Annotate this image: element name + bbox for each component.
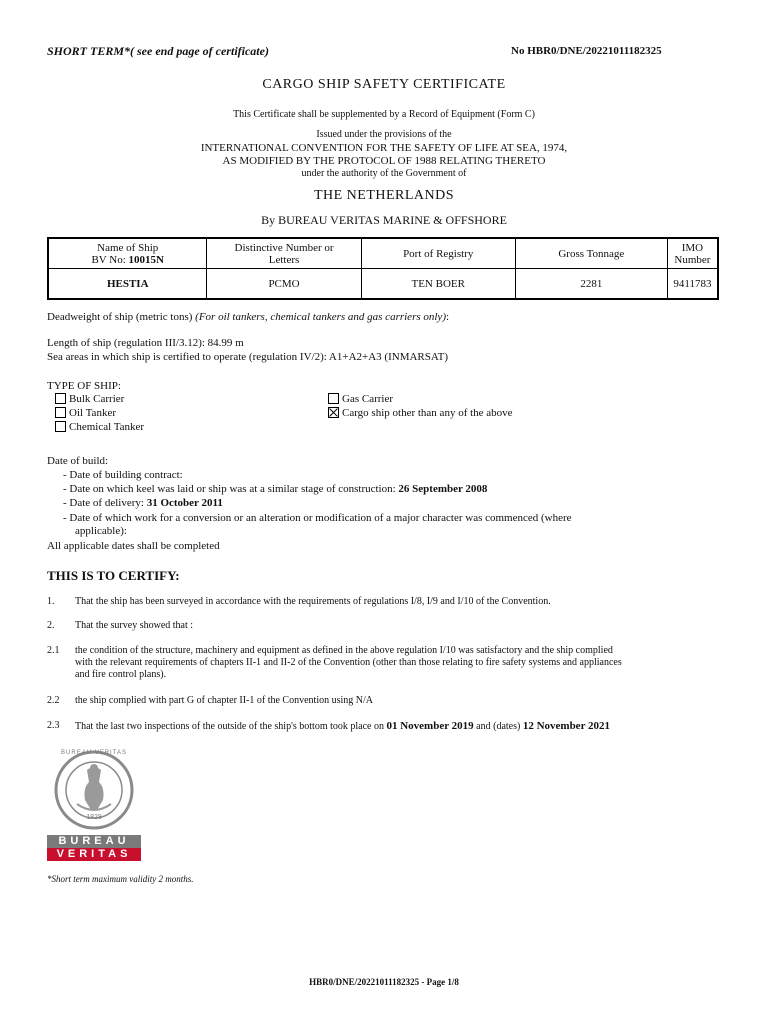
date-contract: - Date of building contract:	[63, 469, 183, 481]
type-label: Chemical Tanker	[69, 421, 145, 433]
item-number: 2.	[47, 620, 55, 631]
header-label: BV No:	[91, 253, 129, 266]
header-gross-tonnage: Gross Tonnage	[515, 238, 667, 269]
supplement-note: This Certificate shall be supplemented by a Record of Equipment (Form C)	[233, 109, 535, 120]
item-1-text: That the ship has been surveyed in accordance with the requirements of regulations I/8, I/9 and I/10 of the Convention.	[75, 596, 551, 607]
cell-ship-name: HESTIA	[48, 269, 207, 300]
header-label: Distinctive Number or	[234, 241, 334, 254]
deadweight-colon: :	[445, 311, 450, 323]
type-label: Cargo ship other than any of the above	[342, 407, 513, 419]
checkbox-gas-carrier[interactable]	[328, 393, 393, 406]
table-header-row	[48, 238, 718, 269]
issued-line-3: AS MODIFIED BY THE PROTOCOL OF 1988 RELATING THERETO	[222, 155, 546, 167]
bureau-veritas-logo	[47, 748, 141, 862]
date-conversion-1: - Date of which work for a conversion or an alteration or modification of a major character was commenced (where	[63, 512, 572, 524]
issued-line-4: under the authority of the Government of	[301, 168, 467, 179]
certify-heading: THIS IS TO CERTIFY:	[47, 568, 180, 583]
page-title: CARGO SHIP SAFETY CERTIFICATE	[262, 77, 506, 92]
date-delivery-value: 31 October 2011	[146, 497, 223, 509]
cell-gross-tonnage: 2281	[515, 269, 667, 300]
deadweight-label: Deadweight of ship (metric tons)	[47, 311, 196, 323]
checkbox-chemical-tanker[interactable]	[55, 421, 144, 434]
sea-areas-line: Sea areas in which ship is certified to operate (regulation IV/2): A1+A2+A3 (INMARSAT)	[47, 351, 448, 363]
issued-line-2: INTERNATIONAL CONVENTION FOR THE SAFETY OF LIFE AT SEA, 1974,	[200, 142, 568, 154]
bv-number: 10015N	[128, 253, 164, 266]
date-conversion-2: applicable):	[75, 525, 127, 537]
footnote: *Short term maximum validity 2 months.	[47, 874, 194, 884]
item-number: 2.1	[47, 645, 60, 656]
checkbox-bulk-carrier[interactable]	[55, 393, 124, 406]
type-label: Bulk Carrier	[69, 393, 125, 405]
checked-checkbox-icon[interactable]	[328, 407, 339, 418]
certificate-number: No HBR0/DNE/20221011182325	[511, 45, 662, 57]
header-distinctive	[207, 238, 361, 269]
item-2-3-mid: and (dates)	[473, 721, 523, 732]
type-label: Gas Carrier	[342, 393, 394, 405]
issued-line-1: Issued under the provisions of the	[316, 129, 452, 140]
date-keel-value: 26 September 2008	[398, 483, 488, 495]
logo-word-veritas: VERITAS	[47, 848, 141, 861]
item-2-text: That the survey showed that :	[75, 620, 194, 631]
header-label: Name of Ship	[97, 241, 159, 254]
item-2-1-line-2: with the relevant requirements of chapters II-1 and II-2 of the Convention (other than those relating to fire safety systems and appliances	[75, 657, 622, 668]
item-2-3-label: That the last two inspections of the outside of the ship's bottom took place on	[75, 721, 387, 732]
issuer-line: By BUREAU VERITAS MARINE & OFFSHORE	[261, 213, 507, 227]
checkbox-icon[interactable]	[55, 421, 66, 432]
table-row	[48, 269, 718, 300]
item-2-3-text	[75, 720, 610, 733]
country-name: THE NETHERLANDS	[313, 188, 455, 203]
date-keel	[63, 483, 487, 496]
inspection-date-2: 12 November 2021	[522, 720, 611, 732]
logo-year: 1828	[86, 814, 102, 821]
date-build-heading: Date of build:	[47, 455, 109, 467]
header-port: Port of Registry	[361, 238, 515, 269]
item-number: 2.2	[47, 695, 60, 706]
item-2-1-line-1: the condition of the structure, machinery and equipment as defined in the above regulation I/10 was satisfactory and the ship complied	[75, 645, 613, 656]
deadweight-note: (For oil tankers, chemical tankers and gas carriers only)	[195, 311, 446, 323]
checkbox-icon[interactable]	[328, 393, 339, 404]
header-imo	[667, 238, 718, 269]
header-name-of-ship	[48, 238, 207, 269]
item-number: 2.3	[47, 720, 60, 731]
page-footer: HBR0/DNE/20221011182325 - Page 1/8	[309, 977, 459, 987]
header-label: IMO	[681, 241, 704, 254]
cell-imo: 9411783	[667, 269, 718, 300]
short-term-note: SHORT TERM*( see end page of certificate)	[47, 44, 269, 58]
dates-completed-note: All applicable dates shall be completed	[47, 540, 220, 552]
checkbox-icon[interactable]	[55, 407, 66, 418]
date-keel-label: - Date on which keel was laid or ship was at a similar stage of construction:	[63, 483, 399, 495]
cell-port: TEN BOER	[361, 269, 515, 300]
type-heading: TYPE OF SHIP:	[47, 380, 121, 392]
checkbox-oil-tanker[interactable]	[55, 407, 116, 420]
item-number: 1.	[47, 596, 55, 607]
date-delivery-label: - Date of delivery:	[63, 497, 147, 509]
header-label: Number	[674, 253, 711, 266]
date-delivery	[63, 497, 223, 510]
type-label: Oil Tanker	[69, 407, 116, 419]
ship-particulars-table	[47, 237, 719, 300]
cell-distinctive: PCMO	[207, 269, 361, 300]
logo-word-bureau: BUREAU	[47, 835, 141, 848]
inspection-date-1: 01 November 2019	[386, 720, 474, 732]
checkbox-icon[interactable]	[55, 393, 66, 404]
deadweight-line	[47, 311, 449, 324]
item-2-2-text: the ship complied with part G of chapter II-1 of the Convention using N/A	[75, 695, 373, 706]
logo-ring-text: BUREAU VERITAS	[61, 750, 127, 756]
header-label: Letters	[268, 253, 300, 266]
length-line: Length of ship (regulation III/3.12): 84.99 m	[47, 337, 244, 349]
item-2-1-line-3: and fire control plans).	[75, 669, 167, 680]
checkbox-cargo-other[interactable]	[328, 407, 513, 420]
